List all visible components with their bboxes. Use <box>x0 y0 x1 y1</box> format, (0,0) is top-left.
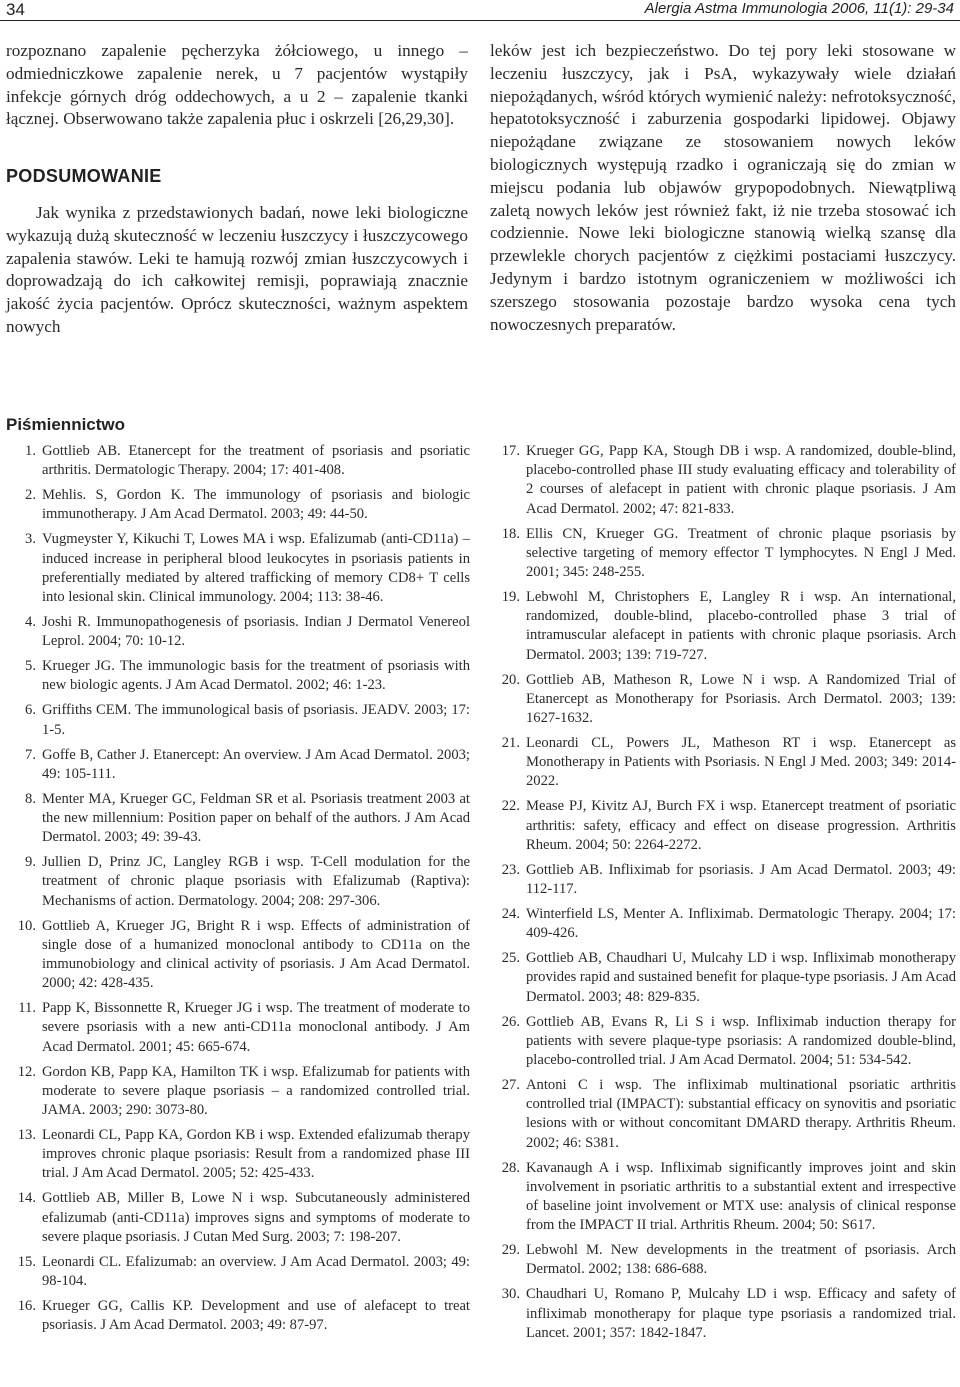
reference-text: Gottlieb A, Krueger JG, Bright R i wsp. Effects of administration of single dose of a humanized monoclonal antibody to CD11a on the immunobiology and clinical activity of psoriasis. J Am Acad Dermatol. 2000; 42: 428-435. <box>42 917 470 992</box>
reference-item <box>490 1241 956 1279</box>
reference-text: Gottlieb AB, Chaudhari U, Mulcahy LD i wsp. Infliximab monotherapy provides rapid and sustained benefit for plaque-type psoriasis. J Am Acad Dermatol. 2003; 48: 829-835. <box>526 950 957 1005</box>
reference-text: Krueger GG, Papp KA, Stough DB i wsp. A randomized, double-blind, placebo-controlled phase III study evaluating efficacy and tolerability of 2 courses of alefacept in patient with chronic plaque psoriasis. J Am Acad Dermatol. 2002; 47: 821-833. <box>526 443 956 517</box>
reference-text: Gottlieb AB. Etanercept for the treatment of psoriasis and psoriatic arthritis. Dermatologic Therapy. 2004; 17: 401-408. <box>42 443 470 479</box>
page-number: 34 <box>6 0 25 19</box>
reference-item <box>490 905 956 943</box>
reference-number: 20. <box>501 671 520 688</box>
reference-text: Mease PJ, Kivitz AJ, Burch FX i wsp. Etanercept treatment of psoriatic arthritis: safety, efficacy and effect on disease progression. Arthritis Rheum. 2004; 50: 2264-2272. <box>526 798 956 853</box>
reference-text: Gottlieb AB, Miller B, Lowe N i wsp. Subcutaneously administered efalizumab (anti-CD11a) improves signs and symptoms of moderate to severe plaque psoriasis. J Cutan Med Surg. 2003; 7: 198-207. <box>42 1190 470 1245</box>
reference-text: Ellis CN, Krueger GG. Treatment of chronic plaque psoriasis by selective targeting of memory effector T lymphocytes. N Engl J Med. 2001; 345: 248-255. <box>526 525 956 581</box>
reference-number: 5. <box>25 658 36 675</box>
reference-text: Krueger JG. The immunologic basis for the treatment of psoriasis with new biologic agents. J Am Acad Dermatol. 2002; 46: 1-23. <box>42 658 470 694</box>
reference-text: Menter MA, Krueger GC, Feldman SR et al. Psoriasis treatment 2003 at the new millennium: Position paper on behalf of the authors. J Am Acad Dermatol. 2003; 49: 39-43. <box>42 790 470 846</box>
reference-text: Krueger GG, Callis KP. Development and use of alefacept to treat psoriasis. J Am Acad Dermatol. 2003; 49: 87-97. <box>42 1298 470 1334</box>
reference-number: 1. <box>25 443 36 459</box>
reference-item <box>490 588 956 665</box>
reference-item <box>6 746 470 784</box>
reference-item <box>490 1076 956 1153</box>
reference-number: 26. <box>501 1013 520 1030</box>
body-paragraph: Jak wynika z przedstawionych badań, nowe leki biologiczne wykazują dużą skuteczność w leczeniu łuszczycy i łuszczycowego zapalenia stawów. Leki te hamują rozwój zmian łuszczycowych i doprowadzają do ich całkowitej remisji, poprawiają znacznie jakość życia pacjentów. Oprócz skuteczności, ważnym aspektem nowych <box>6 202 468 336</box>
reference-text: Leonardi CL. Efalizumab: an overview. J Am Acad Dermatol. 2003; 49: 98-104. <box>42 1253 470 1290</box>
reference-number: 22. <box>501 798 520 815</box>
reference-item <box>490 734 956 792</box>
reference-number: 13. <box>17 1127 36 1144</box>
reference-text: Papp K, Bissonnette R, Krueger JG i wsp. The treatment of moderate to severe psoriasis with a new anti-CD11a monoclonal antibody. J Am Acad Dermatol. 2001; 45: 665-674. <box>42 1000 470 1055</box>
reference-item <box>490 797 956 855</box>
reference-number: 8. <box>25 790 36 807</box>
reference-item <box>490 1285 956 1343</box>
reference-number: 25. <box>501 950 520 967</box>
reference-text: Gottlieb AB, Matheson R, Lowe N i wsp. A Randomized Trial of Etanercept as Monotherapy for Psoriasis. Arch Dermatol. 2003; 139: 1627-1632. <box>526 671 956 727</box>
reference-item <box>6 1189 470 1247</box>
reference-text: Mehlis. S, Gordon K. The immunology of psoriasis and biologic immunotherapy. J Am Acad Dermatol. 2003; 49: 44-50. <box>42 487 470 523</box>
reference-text: Kavanaugh A i wsp. Infliximab significantly improves joint and skin involvement in psoriatic arthritis to a substantial extent and irrespective of baseline joint involvement or MTX use: analysis of clinical response from the IMPACT II trial. Arthritis Rheum. 2004; 50: S617. <box>526 1159 956 1234</box>
reference-number: 9. <box>25 854 36 871</box>
reference-number: 29. <box>501 1242 520 1259</box>
reference-number: 2. <box>25 487 36 504</box>
reference-text: Lebwohl M. New developments in the treatment of psoriasis. Arch Dermatol. 2002; 138: 686-688. <box>526 1242 956 1278</box>
reference-item <box>6 1126 470 1184</box>
journal-citation: Alergia Astma Immunologia 2006, 11(1): 29-34 <box>644 0 954 17</box>
reference-text: Leonardi CL, Powers JL, Matheson RT i wsp. Etanercept as Monotherapy in Patients with Psoriasis. N Engl J Med. 2003; 349: 2014-2022. <box>526 735 956 790</box>
reference-number: 3. <box>25 531 36 548</box>
reference-text: Gottlieb AB, Evans R, Li S i wsp. Infliximab induction therapy for patients with severe plaque-type psoriasis: A randomized double-blind, placebo-controlled trial. J Am Acad Dermatol. 2004; 51: 534-542. <box>526 1013 956 1069</box>
reference-item <box>6 1253 470 1291</box>
reference-item <box>490 1013 956 1071</box>
reference-item <box>6 486 470 524</box>
reference-text: Winterfield LS, Menter A. Infliximab. Dermatologic Therapy. 2004; 17: 409-426. <box>526 906 956 942</box>
reference-item <box>6 657 470 695</box>
reference-item <box>6 999 470 1057</box>
reference-number: 18. <box>501 525 520 542</box>
reference-item <box>490 1159 956 1236</box>
body-paragraph: leków jest ich bezpieczeństwo. Do tej pory leki stosowane w leczeniu łuszczycy, jak i PsA, wykazywały wiele działań niepożądanych, wśród których wymienić należy: nefrotoksyczność, hepatotoksyczność i zaburzenia gospodarki lipidowej. Objawy niepożądane związane ze stosowaniem nowych leków biologicznych występują rzadko i ograniczają się do zmian w miejscu podania lub objawów grypopodobnych. Niewątpliwą zaletą nowych leków jest również fakt, iż nie trzeba stosować ich codziennie. Nowe leki biologiczne stanowią wielką szansę dla przewlekle chorych pacjentów z ciężkimi postaciami łuszczycy. Jedynym i bardzo istotnym ograniczeniem w możliwości ich szerszego stosowania pozostaje bardzo wysoka cena tych nowoczesnych preparatów. <box>490 41 956 334</box>
reference-text: Gottlieb AB. Infliximab for psoriasis. J Am Acad Dermatol. 2003; 49: 112-117. <box>526 861 956 898</box>
reference-list-left <box>6 442 470 1341</box>
reference-text: Griffiths CEM. The immunological basis of psoriasis. JEADV. 2003; 17: 1-5. <box>42 702 470 738</box>
reference-item <box>490 861 956 899</box>
reference-item <box>490 949 956 1007</box>
references-heading: Piśmiennictwo <box>6 415 126 434</box>
reference-text: Goffe B, Cather J. Etanercept: An overview. J Am Acad Dermatol. 2003; 49: 105-111. <box>42 746 470 782</box>
body-paragraph: rozpoznano zapalenie pęcherzyka żółciowego, u innego – odmiedniczkowe zapalenie nerek, u 7 pacjentów wystąpiły infekcje górnych dróg oddechowych, a u 2 – zapalenie tkanki łącznej. Obserwowano także zapalenia płuc i oskrzeli [26,29,30]. <box>6 41 468 129</box>
reference-number: 4. <box>25 614 36 631</box>
reference-number: 19. <box>501 589 520 606</box>
reference-item <box>6 853 470 911</box>
reference-number: 11. <box>18 1000 36 1017</box>
reference-item <box>6 790 470 848</box>
left-text-column <box>6 40 468 339</box>
reference-number: 23. <box>501 861 520 878</box>
reference-number: 10. <box>17 917 36 934</box>
reference-item <box>6 701 470 739</box>
reference-text: Antoni C i wsp. The infliximab multinational psoriatic arthritis controlled trial (IMPACT): substantial efficacy on synovitis and psoriatic lesions with or without concomitant DMARD therapy. Arthritis Rheum. 2002; 46: S381. <box>526 1077 956 1151</box>
reference-number: 7. <box>25 746 36 763</box>
reference-item <box>6 442 470 480</box>
section-heading: PODSUMOWANIE <box>6 166 162 187</box>
reference-text: Chaudhari U, Romano P, Mulcahy LD i wsp. Efficacy and safety of infliximab monotherapy for plaque type psoriasis a randomized trial. Lancet. 2001; 357: 1842-1847. <box>526 1286 956 1341</box>
reference-item <box>6 917 470 994</box>
reference-item <box>490 525 956 583</box>
reference-text: Vugmeyster Y, Kikuchi T, Lowes MA i wsp. Efalizumab (anti-CD11a) – induced increase in peripheral blood leukocytes in psoriasis patients in preferentially mediated by altered trafficking of memory CD8+ T cells into lesional skin. Clinical immunology. 2004; 113: 38-46. <box>42 531 470 606</box>
reference-number: 12. <box>17 1063 36 1080</box>
running-header <box>0 0 960 21</box>
reference-text: Jullien D, Prinz JC, Langley RGB i wsp. T-Cell modulation for the treatment of chronic plaque psoriasis with Efalizumab (Raptiva): Mechanisms of action. Dermatology. 2004; 208: 297-306. <box>42 854 470 909</box>
reference-number: 14. <box>17 1190 36 1207</box>
reference-number: 28. <box>501 1159 520 1176</box>
reference-number: 27. <box>501 1077 520 1094</box>
right-text-column <box>490 40 956 336</box>
reference-number: 21. <box>501 735 520 752</box>
reference-item <box>490 442 956 519</box>
reference-number: 24. <box>501 906 520 923</box>
reference-item <box>6 1063 470 1121</box>
reference-item <box>6 530 470 607</box>
reference-item <box>6 613 470 651</box>
reference-text: Gordon KB, Papp KA, Hamilton TK i wsp. Efalizumab for patients with moderate to severe plaque psoriasis – a randomized controlled trial. JAMA. 2003; 290: 3073-80. <box>42 1063 470 1119</box>
reference-item <box>490 671 956 729</box>
reference-text: Leonardi CL, Papp KA, Gordon KB i wsp. Extended efalizumab therapy improves chronic plaque psoriasis: Result from a randomized phase III trial. J Am Acad Dermatol. 2005; 52: 425-433. <box>42 1127 470 1182</box>
reference-number: 6. <box>25 702 36 719</box>
reference-number: 30. <box>501 1286 520 1303</box>
reference-number: 17. <box>501 443 520 459</box>
reference-item <box>6 1297 470 1335</box>
reference-number: 15. <box>17 1253 36 1270</box>
reference-text: Joshi R. Immunopathogenesis of psoriasis. Indian J Dermatol Venereol Leprol. 2004; 70: 10-12. <box>42 614 470 650</box>
reference-text: Lebwohl M, Christophers E, Langley R i wsp. An international, randomized, double-blind, placebo-controlled phase 3 trial of intramuscular alefacept in patients with chronic plaque psoriasis. Arch Dermatol. 2003; 139: 719-727. <box>526 589 956 663</box>
reference-number: 16. <box>17 1298 36 1315</box>
reference-list-right <box>490 442 956 1349</box>
